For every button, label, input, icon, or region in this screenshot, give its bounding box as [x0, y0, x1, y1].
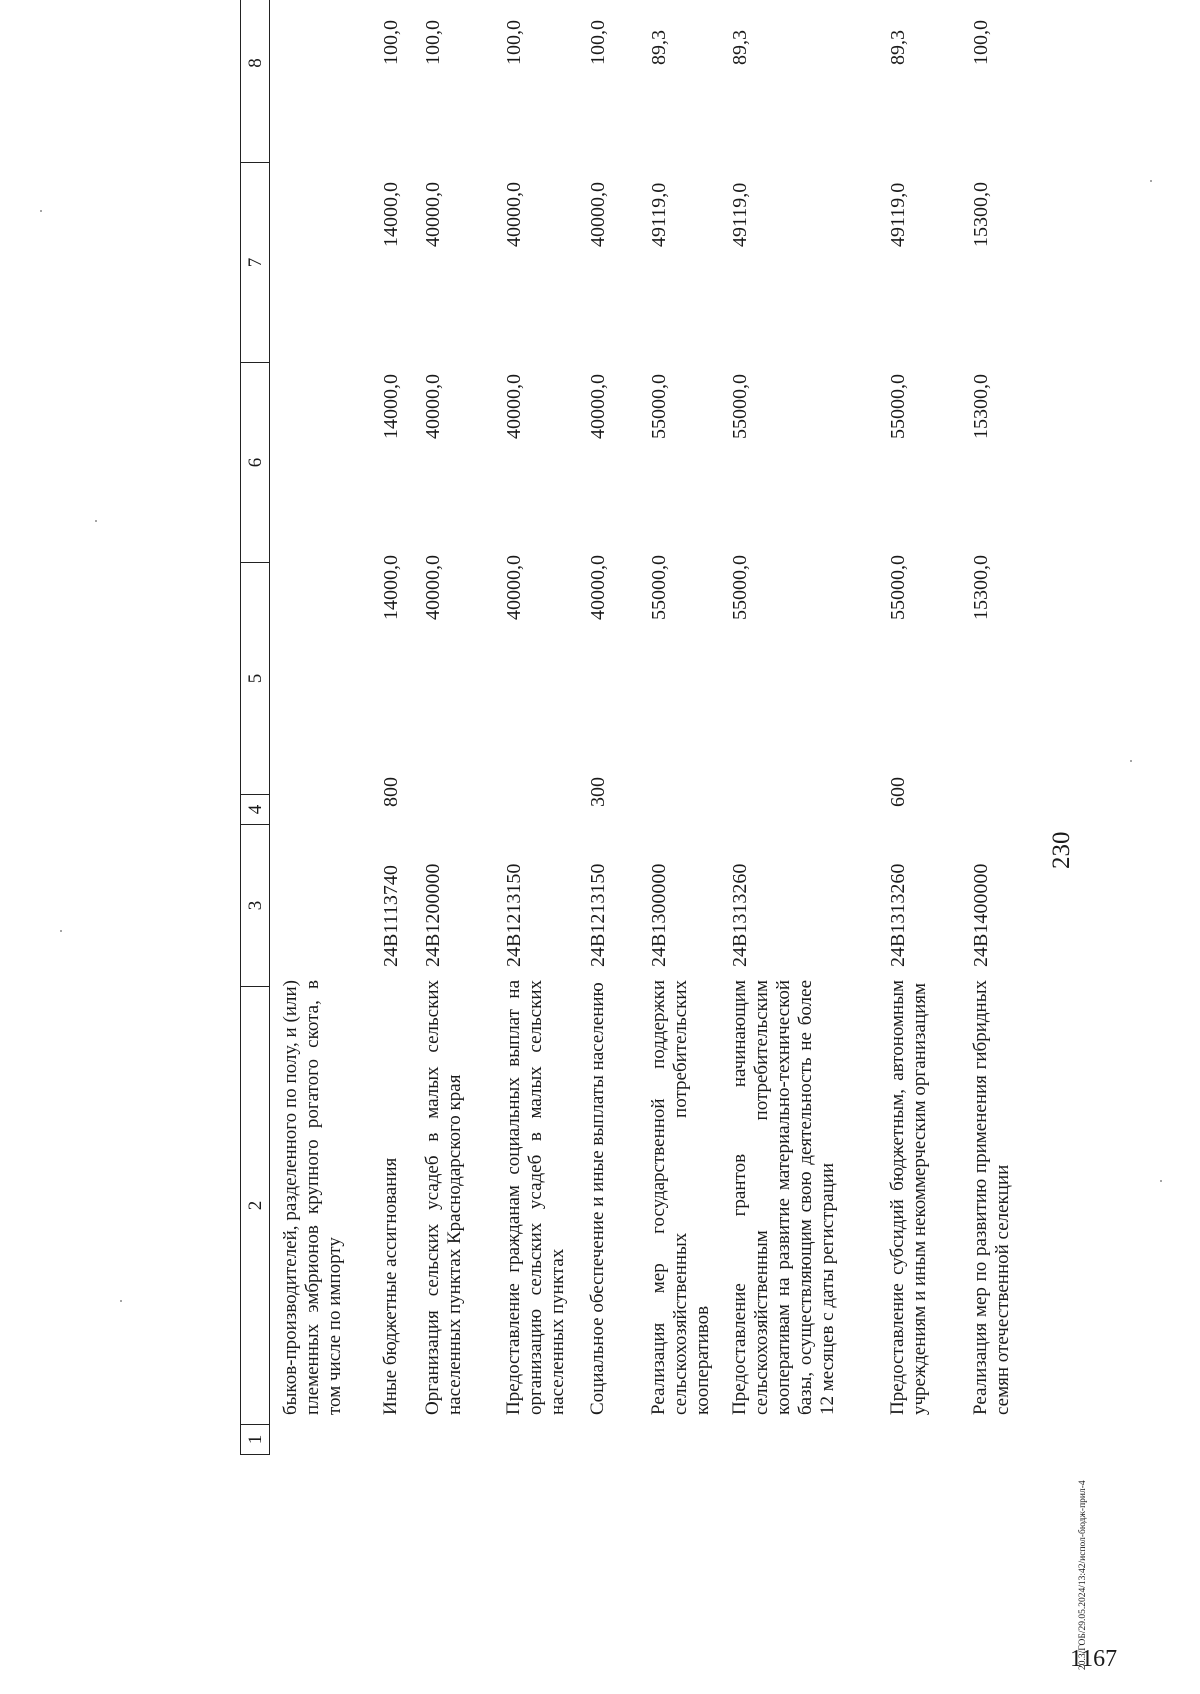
row-value-8: 100,0 [970, 20, 992, 65]
row-name: Предоставление грантов начинающим сельскохозяйственным потребительским кооперативам на развитие материально-технической базы, осуществляющим свою деятельность не более 12 месяцев с даты регистрации [729, 980, 838, 1415]
row-value-6: 55000,0 [729, 374, 751, 439]
row-name: Предоставление субсидий бюджетным, автономным учреждениям и иным некоммерческим организациям [887, 980, 930, 1415]
row-value-7: 49119,0 [887, 182, 909, 247]
row-value-5: 55000,0 [729, 555, 751, 620]
row-value-8: 100,0 [503, 20, 525, 65]
row-value-6: 14000,0 [380, 374, 402, 439]
row-code: 24В1313260 [729, 863, 751, 967]
row-name: Предоставление гражданам социальных выплат на организацию сельских усадеб в малых сельских населенных пунктах [503, 980, 568, 1415]
row-value-7: 40000,0 [422, 182, 444, 247]
row-value-6: 40000,0 [422, 374, 444, 439]
row-value-5: 15300,0 [970, 555, 992, 620]
row-code: 24В1300000 [648, 863, 670, 967]
scan-speck [1130, 760, 1132, 762]
scan-speck [120, 1300, 122, 1302]
row-code: 24В1213150 [503, 863, 525, 967]
row-type: 600 [887, 777, 909, 807]
column-header-3: 3 [240, 825, 270, 987]
row-value-5: 14000,0 [380, 555, 402, 620]
row-value-6: 55000,0 [648, 374, 670, 439]
column-header-1: 1 [240, 1425, 270, 1455]
file-stamp-text: 20.3/ГОБ/29.05.2024/13:42/испол-бюдж-прил-4 [1078, 1480, 1088, 1670]
scan-speck [60, 930, 62, 932]
row-value-8: 89,3 [648, 30, 670, 65]
row-value-5: 55000,0 [887, 555, 909, 620]
page-number: 230 [1048, 831, 1075, 869]
row-name: Иные бюджетные ассигнования [380, 1157, 401, 1415]
rotated-page [240, 20, 1140, 1600]
row-value-7: 15300,0 [970, 182, 992, 247]
page-total-number: 1167 [1070, 1646, 1118, 1672]
row-name: Реализация мер государственной поддержки сельскохозяйственных потребительских кооперативов [648, 980, 713, 1415]
scan-speck [95, 520, 97, 522]
row-value-6: 55000,0 [887, 374, 909, 439]
column-header-4: 4 [240, 795, 270, 825]
row-code: 24В1200000 [422, 863, 444, 967]
row-value-8: 89,3 [887, 30, 909, 65]
row-name: Реализация мер по развитию применения гибридных семян отечественной селекции [970, 980, 1013, 1415]
row-value-7: 14000,0 [380, 182, 402, 247]
row-name: Организация сельских усадеб в малых сельских населенных пунктах Краснодарского края [422, 980, 465, 1415]
row-code: 24В1400000 [970, 863, 992, 967]
row-name: Социальное обеспечение и иные выплаты населению [587, 982, 608, 1415]
row-value-8: 89,3 [729, 30, 751, 65]
row-value-8: 100,0 [422, 20, 444, 65]
column-header-7: 7 [240, 163, 270, 363]
row-value-6: 40000,0 [587, 374, 609, 439]
column-header-2: 2 [240, 987, 270, 1425]
scan-speck [1160, 1180, 1162, 1182]
row-value-7: 49119,0 [648, 182, 670, 247]
file-stamp [1078, 1370, 1098, 1670]
column-header-8: 8 [240, 0, 270, 163]
row-value-6: 40000,0 [503, 374, 525, 439]
row-code: 24В1313260 [887, 863, 909, 967]
row-value-8: 100,0 [380, 20, 402, 65]
column-header-6: 6 [240, 363, 270, 563]
row-value-7: 49119,0 [729, 182, 751, 247]
column-header-5: 5 [240, 563, 270, 795]
row-value-7: 40000,0 [587, 182, 609, 247]
row-type: 800 [380, 777, 402, 807]
row-value-8: 100,0 [587, 20, 609, 65]
scan-speck [40, 210, 42, 212]
scan-speck [1150, 180, 1152, 182]
row-value-5: 40000,0 [422, 555, 444, 620]
row-value-5: 55000,0 [648, 555, 670, 620]
row-value-6: 15300,0 [970, 374, 992, 439]
row-value-5: 40000,0 [587, 555, 609, 620]
row-code: 24В1113740 [380, 865, 402, 967]
budget-table [240, 20, 1020, 1455]
row-value-7: 40000,0 [503, 182, 525, 247]
row-value-5: 40000,0 [503, 555, 525, 620]
row-name: быков-производителей, разделенного по полу, и (или) племенных эмбрионов крупного рогатого скота, в том числе по импорту [280, 980, 345, 1415]
row-code: 24В1213150 [587, 863, 609, 967]
row-type: 300 [587, 777, 609, 807]
